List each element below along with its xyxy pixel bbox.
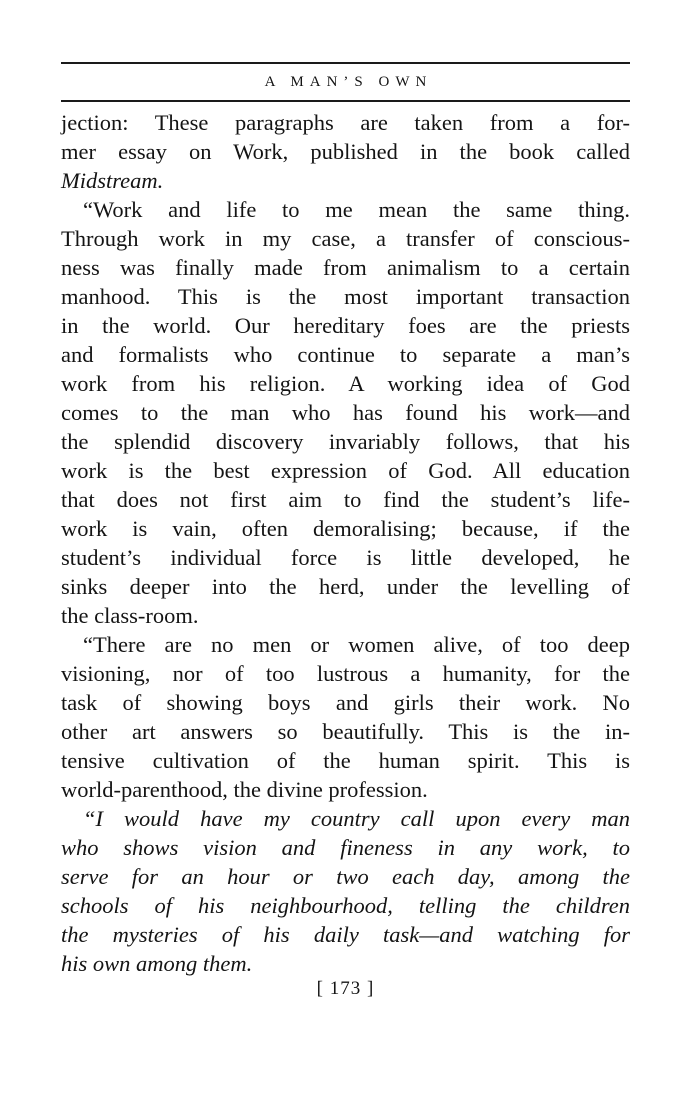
text-line: comes to the man who has found his work—and [61,400,630,425]
text-line: work is the best expression of God. All education [61,458,630,483]
book-title: Midstream. [61,168,164,193]
text-line: tensive cultivation of the human spirit. This is [61,748,630,773]
text-line: his own among them. [61,951,253,976]
book-page [61,62,630,1003]
text-line: jection: These paragraphs are taken from a for- [61,110,630,135]
text-line: who shows vision and fineness in any work, to [61,835,630,860]
text-line: world-parenthood, the divine profession. [61,777,428,802]
text-line: the class-room. [61,603,199,628]
text-line: visioning, nor of too lustrous a humanity, for the [61,661,630,686]
paragraph [61,195,630,630]
text-line: that does not first aim to find the student’s life- [61,487,630,512]
text-line: schools of his neighbourhood, telling the children [61,893,630,918]
text-line: other art answers so beautifully. This is the in- [61,719,630,744]
paragraph [61,108,630,195]
text-line: “I would have my country call upon every man [83,806,630,831]
text-line: and formalists who continue to separate a man’s [61,342,630,367]
header-rule-bottom [61,100,630,102]
running-head: A MAN’S OWN [264,74,433,90]
text-line: sinks deeper into the herd, under the levelling of [61,574,630,599]
text-line: “Work and life to me mean the same thing. [83,197,630,222]
page-number: [ 173 ] [316,978,375,999]
paragraph [61,630,630,804]
text-line: task of showing boys and girls their work. No [61,690,630,715]
text-line: work from his religion. A working idea of God [61,371,630,396]
body-text [61,108,630,978]
text-line: in the world. Our hereditary foes are the priests [61,313,630,338]
text-line: ness was finally made from animalism to a certain [61,255,630,280]
text-line: work is vain, often demoralising; because, if the [61,516,630,541]
text-line: manhood. This is the most important transaction [61,284,630,309]
text-line: student’s individual force is little developed, he [61,545,630,570]
text-line: the splendid discovery invariably follows, that his [61,429,630,454]
text-line: the mysteries of his daily task—and watching for [61,922,630,947]
text-line: mer essay on Work, published in the book called [61,139,630,164]
paragraph-italic [61,804,630,978]
text-line: “There are no men or women alive, of too deep [83,632,630,657]
text-line: Through work in my case, a transfer of conscious- [61,226,630,251]
text-line: serve for an hour or two each day, among the [61,864,630,889]
